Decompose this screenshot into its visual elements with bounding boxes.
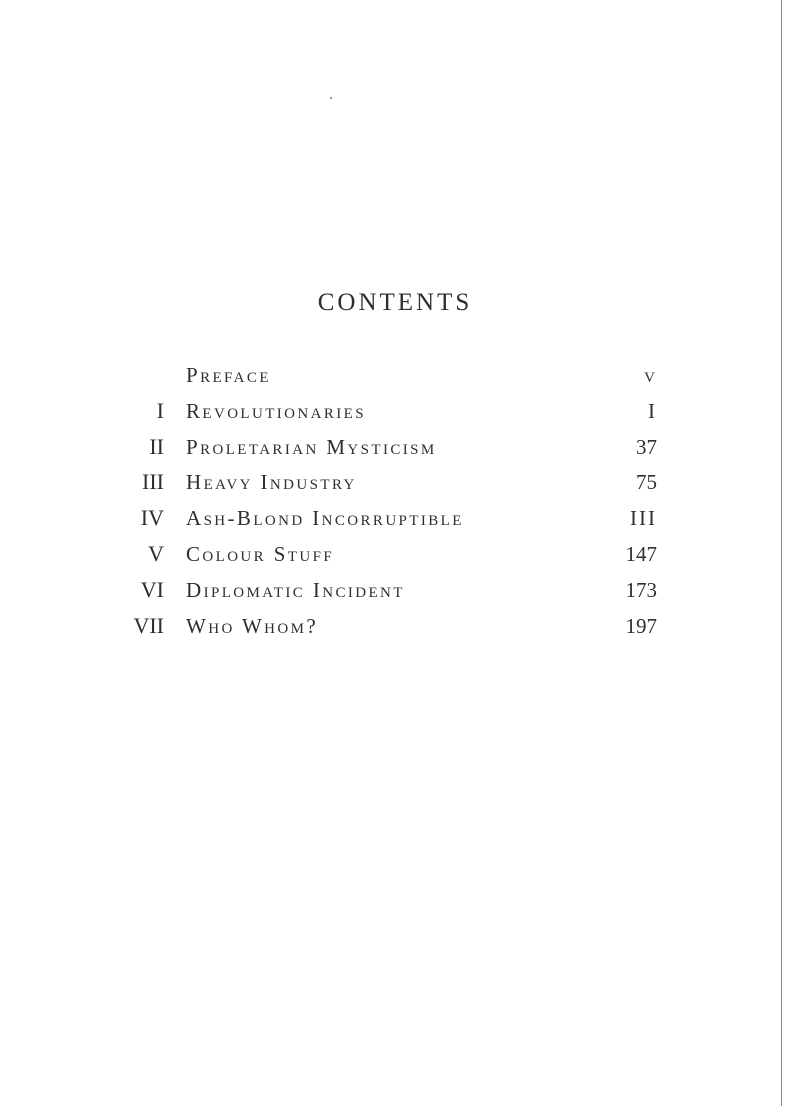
page-number: I <box>648 398 657 423</box>
chapter-number: III <box>142 469 164 495</box>
chapter-number: II <box>149 433 164 459</box>
chapter-title: Proletarian Mysticism <box>186 434 437 459</box>
page-title: CONTENTS <box>317 289 473 316</box>
chapter-title: Heavy Industry <box>186 470 357 495</box>
chapter-title: Colour Stuff <box>186 541 335 566</box>
print-speck <box>330 97 332 99</box>
toc-row-chapter-3 <box>0 462 796 498</box>
toc-row-preface <box>0 355 796 391</box>
page-number: 37 <box>636 434 657 459</box>
chapter-number: V <box>148 540 164 566</box>
chapter-number: VI <box>140 576 164 602</box>
chapter-title: Diplomatic Incident <box>186 577 405 602</box>
chapter-number: IV <box>140 505 164 531</box>
chapter-number: I <box>156 397 164 423</box>
chapter-title: Ash-Blond Incorruptible <box>186 506 464 531</box>
page-number: 173 <box>625 577 657 602</box>
page-number: v <box>644 363 657 387</box>
toc-row-chapter-4 <box>0 498 796 534</box>
page-number: 75 <box>636 470 657 495</box>
toc-row-chapter-5 <box>0 534 796 570</box>
toc-row-chapter-2 <box>0 427 796 463</box>
page-number: 147 <box>625 541 657 566</box>
toc-row-chapter-7 <box>0 606 796 642</box>
chapter-title: Who Whom? <box>186 613 319 638</box>
toc-row-chapter-1 <box>0 391 796 427</box>
chapter-title: Revolutionaries <box>186 398 366 423</box>
toc-row-chapter-6 <box>0 570 796 606</box>
table-of-contents <box>0 355 796 641</box>
page-number: III <box>630 506 657 531</box>
page-number: 197 <box>625 613 657 638</box>
chapter-number: VII <box>133 612 164 638</box>
chapter-title: Preface <box>186 363 271 387</box>
